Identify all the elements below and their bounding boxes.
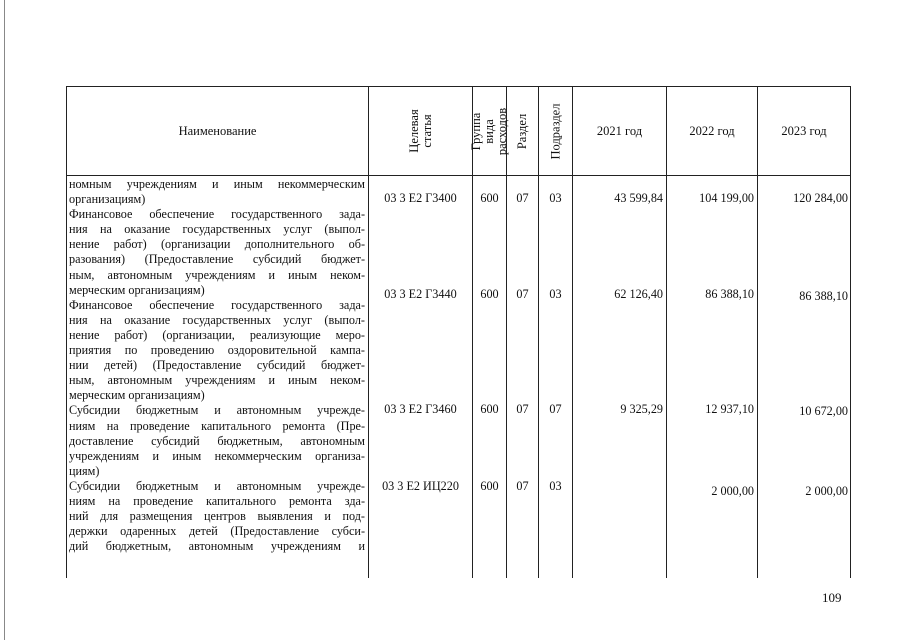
name-line: ниям на проведение капитального ремонта (Пре- <box>69 418 365 433</box>
name-line: номным учреждениям и иным некоммерческим <box>69 177 365 191</box>
header-section <box>507 87 538 175</box>
header-2023-text: 2023 год <box>781 123 827 138</box>
name-line: циям) <box>69 463 100 478</box>
header-2022 <box>667 87 757 175</box>
binding-line <box>4 0 5 640</box>
target-code-cell: 03 3 Е2 Г3400 <box>384 191 457 205</box>
name-line: Финансовое обеспечение государственного зада- <box>69 297 365 312</box>
col-border <box>850 86 851 578</box>
header-group-text: Группа вида расходов <box>469 107 510 155</box>
name-column <box>69 177 365 554</box>
name-line: доставление субсидий бюджетным, автономным <box>69 433 365 448</box>
name-line: Субсидии бюджетным и автономным учрежде- <box>69 403 365 418</box>
name-line: организациям) <box>69 192 146 207</box>
header-2021 <box>573 87 666 175</box>
amount-2022-cell: 86 388,10 <box>705 287 754 301</box>
page-number: 109 <box>822 590 842 605</box>
name-line: приятия по проведению оздоровительной кампа- <box>69 343 365 358</box>
name-line: мерческим организациям) <box>69 282 205 297</box>
subsection-cell: 03 <box>549 479 562 493</box>
section-cell: 07 <box>516 191 529 205</box>
amount-2021-cell: 9 325,29 <box>620 402 663 416</box>
name-line: Субсидии бюджетным и автономным учрежде- <box>69 478 365 493</box>
target-code-cell: 03 3 Е2 ИЦ220 <box>382 479 459 493</box>
subsection-cell: 07 <box>549 402 562 416</box>
amount-2021-cell: 62 126,40 <box>614 287 663 301</box>
name-line: учреждениям и иным некоммерческим организа- <box>69 448 365 463</box>
header-name <box>67 87 368 175</box>
group-cell: 600 <box>480 479 499 493</box>
budget-table <box>66 86 851 578</box>
subsection-cell: 03 <box>549 191 562 205</box>
name-line: ниям на проведение капитального ремонта зда- <box>69 493 365 508</box>
header-target <box>369 87 472 175</box>
amount-2023-cell: 2 000,00 <box>805 484 848 498</box>
amount-2023-cell: 120 284,00 <box>793 191 848 205</box>
name-line: нение работ) (организации дополнительного об- <box>69 237 365 252</box>
header-2023 <box>758 87 850 175</box>
section-cell: 07 <box>516 479 529 493</box>
header-group <box>469 87 510 175</box>
name-line: ния на оказание государственных услуг (выпол- <box>69 312 365 327</box>
header-target-text: Целевая статья <box>406 109 434 153</box>
header-2022-text: 2022 год <box>689 123 735 138</box>
amount-2022-cell: 2 000,00 <box>711 484 754 498</box>
name-line: Финансовое обеспечение государственного зада- <box>69 207 365 222</box>
header-2021-text: 2021 год <box>596 123 643 138</box>
name-line: мерческим организациям) <box>69 388 205 403</box>
amount-2023-cell: 10 672,00 <box>799 404 848 418</box>
name-line: ний для размещения центров выявления и под- <box>69 509 365 524</box>
name-line: нии детей) (Предоставление субсидий бюджет- <box>69 358 365 373</box>
amount-2022-cell: 104 199,00 <box>699 191 754 205</box>
name-line: дий бюджетным, автономным учреждениям и <box>69 539 365 554</box>
subsection-cell: 03 <box>549 287 562 301</box>
group-cell: 600 <box>480 191 499 205</box>
header-bottom-border <box>66 175 851 176</box>
name-line: нение работ) (организации, реализующие меро- <box>69 327 365 342</box>
header-subsection <box>539 87 572 175</box>
name-line: разования) (Предоставление субсидий бюджет- <box>69 252 365 267</box>
target-code-cell: 03 3 Е2 Г3440 <box>384 287 457 301</box>
header-section-text: Раздел <box>515 113 530 149</box>
amount-2022-cell: 12 937,10 <box>705 402 754 416</box>
amount-2021-cell: 43 599,84 <box>614 191 663 205</box>
name-line: ным, автономным учреждениям и иным неком- <box>69 373 365 388</box>
header-subsection-text: Подраздел <box>548 103 562 159</box>
name-line: ния на оказание государственных услуг (выпол- <box>69 222 365 237</box>
section-cell: 07 <box>516 402 529 416</box>
group-cell: 600 <box>480 287 499 301</box>
header-name-text: Наименование <box>178 123 257 138</box>
section-cell: 07 <box>516 287 529 301</box>
amount-2023-cell: 86 388,10 <box>799 289 848 303</box>
name-line: держки одаренных детей (Предоставление субси- <box>69 524 365 539</box>
group-cell: 600 <box>480 402 499 416</box>
target-code-cell: 03 3 Е2 Г3460 <box>384 402 457 416</box>
name-line: ным, автономным учреждениям и иным неком- <box>69 267 365 282</box>
